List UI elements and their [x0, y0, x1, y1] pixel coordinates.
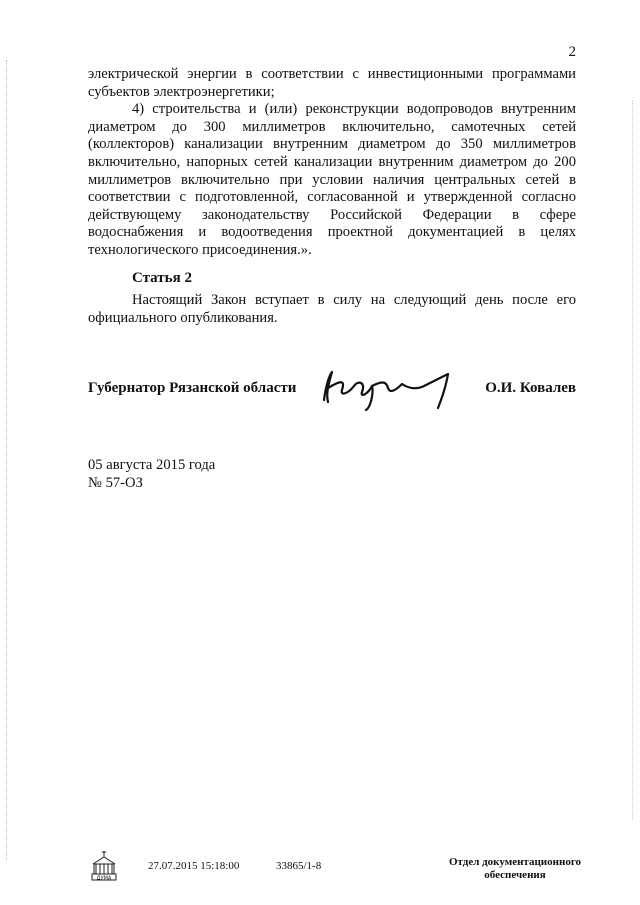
text-line: электрической энергии в соответствии с инвестиционными программами: [88, 66, 576, 82]
department-stamp: [440, 856, 590, 882]
article-title: Статья 2: [132, 270, 192, 286]
scan-edge-left: [6, 60, 8, 860]
text-line: 4) строительства и (или) реконструкции водопроводов внутренним: [132, 101, 576, 118]
text-line: официального опубликования.: [88, 309, 278, 326]
article-body: [88, 292, 576, 327]
text-line: (коллекторов) канализации внутренним диаметром до 350 миллиметров: [88, 136, 576, 153]
footer: [0, 848, 640, 898]
text-line: соответствии с подготовленной, согласованной и утвержденной согласно: [88, 189, 576, 206]
text-line: Настоящий Закон вступает в силу на следующий день после его: [132, 292, 576, 308]
law-text-block: [88, 66, 576, 260]
footer-timestamp: 27.07.2015 15:18:00: [148, 860, 240, 872]
duma-emblem-icon: [90, 848, 118, 882]
text-line: водоснабжения и водоотведения проектной документацией в целях: [88, 224, 576, 241]
footer-code: 33865/1-8: [276, 860, 322, 872]
page-number: 2: [568, 44, 576, 60]
emblem-label: ДУМА: [96, 875, 112, 882]
text-line: субъектов электроэнергетики;: [88, 83, 275, 100]
scan-edge-right: [632, 100, 634, 820]
signatory-position: Губернатор Рязанской области: [88, 380, 297, 396]
text-line: включительно, напорных сетей канализации внутренним диаметром до 200: [88, 153, 576, 170]
text-line: миллиметров включительно при условии наличия центральных сетей в: [88, 171, 576, 188]
signature-block: [88, 374, 576, 414]
handwritten-signature: [316, 364, 466, 414]
text-line: диаметром до 300 миллиметров включительно, самотечных сетей: [88, 118, 576, 135]
text-line: действующему законодательству Российской Федерации в сфере: [88, 206, 576, 223]
department-line: Отдел документационного: [448, 856, 582, 868]
signatory-name: О.И. Ковалев: [485, 380, 576, 396]
law-number: № 57-ОЗ: [88, 475, 143, 491]
text-line: технологического присоединения.».: [88, 241, 312, 258]
signing-date: 05 августа 2015 года: [88, 457, 216, 473]
department-line: обеспечения: [484, 869, 546, 881]
